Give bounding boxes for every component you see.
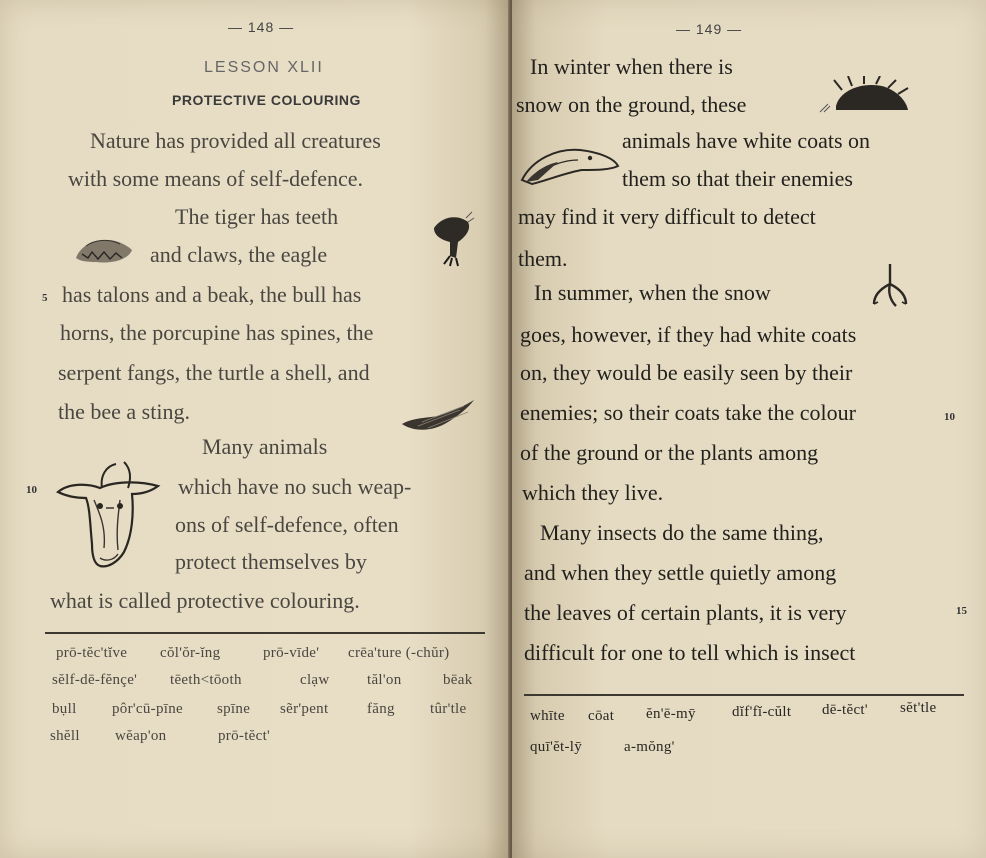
line-number: 10 bbox=[944, 411, 955, 423]
text-line: of the ground or the plants among bbox=[520, 440, 819, 465]
vocab-word: crēa'ture (-chŭr) bbox=[348, 645, 450, 661]
vocab-word: făng bbox=[367, 701, 395, 717]
text-line: The tiger has teeth bbox=[175, 204, 339, 229]
text-line: on, they would be easily seen by their bbox=[520, 360, 853, 385]
text-line: goes, however, if they had white coats bbox=[520, 322, 857, 347]
text-line: may find it very difficult to detect bbox=[518, 204, 816, 229]
vocab-word: pôr'cū-pīne bbox=[112, 701, 183, 717]
right-page bbox=[512, 0, 986, 858]
vocab-word: prō-tĕc'tĭve bbox=[56, 645, 128, 661]
porcupine-illustration bbox=[816, 76, 912, 118]
vocab-word: cŏl'ŏr-ĭng bbox=[160, 645, 221, 661]
text-line: with some means of self-defence. bbox=[68, 166, 364, 191]
vocab-word: dē-tĕct' bbox=[822, 702, 868, 718]
vocab-word: prō-tĕct' bbox=[218, 728, 271, 744]
text-line: protect themselves by bbox=[175, 549, 367, 574]
vocab-word: ĕn'ē-mȳ bbox=[646, 706, 696, 722]
text-line: the bee a sting. bbox=[58, 399, 190, 424]
divider-rule bbox=[45, 632, 485, 634]
vocab-word: a-mŏng' bbox=[624, 739, 675, 755]
vocab-word: bụll bbox=[52, 701, 77, 717]
vocab-word: sĕlf-dē-fĕnçe' bbox=[52, 672, 138, 688]
vocab-word: cōat bbox=[588, 708, 615, 724]
text-line: animals have white coats on bbox=[622, 128, 871, 153]
vocab-word: quī'ĕt-lȳ bbox=[530, 739, 583, 755]
text-line: In summer, when the snow bbox=[534, 280, 771, 305]
lesson-label: LESSON XLII bbox=[204, 59, 324, 76]
eagle-claw-illustration bbox=[428, 208, 478, 268]
text-line: difficult for one to tell which is insect bbox=[524, 640, 856, 665]
line-number: 15 bbox=[956, 605, 967, 617]
vocab-word: tûr'tle bbox=[430, 701, 467, 717]
text-line: them. bbox=[518, 246, 568, 271]
text-line: them so that their enemies bbox=[622, 166, 853, 191]
bull-head-illustration bbox=[50, 458, 164, 570]
bee-sting-illustration bbox=[398, 396, 476, 440]
vocab-word: tăl'on bbox=[367, 672, 402, 688]
text-line: serpent fangs, the turtle a shell, and bbox=[58, 360, 370, 385]
text-line: which have no such weap- bbox=[178, 474, 412, 499]
vocab-word: bēak bbox=[443, 672, 473, 688]
vocab-word: clạw bbox=[300, 672, 330, 688]
vocab-word: shĕll bbox=[50, 728, 80, 744]
page-number: — 149 — bbox=[676, 21, 743, 37]
text-line: Many animals bbox=[202, 434, 328, 459]
lesson-title: PROTECTIVE COLOURING bbox=[172, 92, 361, 108]
text-line: enemies; so their coats take the colour bbox=[520, 400, 856, 425]
text-line: which they live. bbox=[522, 480, 664, 505]
serpent-head-illustration bbox=[518, 140, 622, 190]
text-line: has talons and a beak, the bull has bbox=[62, 282, 362, 307]
text-line: and when they settle quietly among bbox=[524, 560, 837, 585]
vocab-word: dĭf'fĭ-cŭlt bbox=[732, 704, 792, 720]
vocab-word: sĕt'tle bbox=[900, 700, 937, 716]
text-line: and claws, the eagle bbox=[150, 242, 328, 267]
text-line: the leaves of certain plants, it is very bbox=[524, 600, 847, 625]
bird-foot-illustration bbox=[868, 262, 912, 312]
vocab-word: wĕap'on bbox=[115, 728, 167, 744]
text-line: snow on the ground, these bbox=[516, 92, 747, 117]
tiger-teeth-illustration bbox=[72, 228, 138, 268]
vocab-word: whīte bbox=[530, 708, 565, 724]
vocab-word: sẽr'pent bbox=[280, 701, 329, 717]
text-line: horns, the porcupine has spines, the bbox=[60, 320, 374, 345]
text-line: what is called protective colouring. bbox=[50, 588, 360, 613]
line-number: 10 bbox=[26, 484, 37, 496]
text-line: Many insects do the same thing, bbox=[540, 520, 824, 545]
divider-rule bbox=[524, 694, 964, 696]
vocab-word: prō-vīde' bbox=[263, 645, 320, 661]
text-line: In winter when there is bbox=[530, 54, 733, 79]
text-line: Nature has provided all creatures bbox=[90, 128, 381, 153]
text-line: ons of self-defence, often bbox=[175, 512, 399, 537]
line-number: 5 bbox=[42, 292, 48, 304]
vocab-word: spīne bbox=[217, 701, 251, 717]
page-number: — 148 — bbox=[228, 19, 295, 35]
vocab-word: tēeth<tōoth bbox=[170, 672, 242, 688]
